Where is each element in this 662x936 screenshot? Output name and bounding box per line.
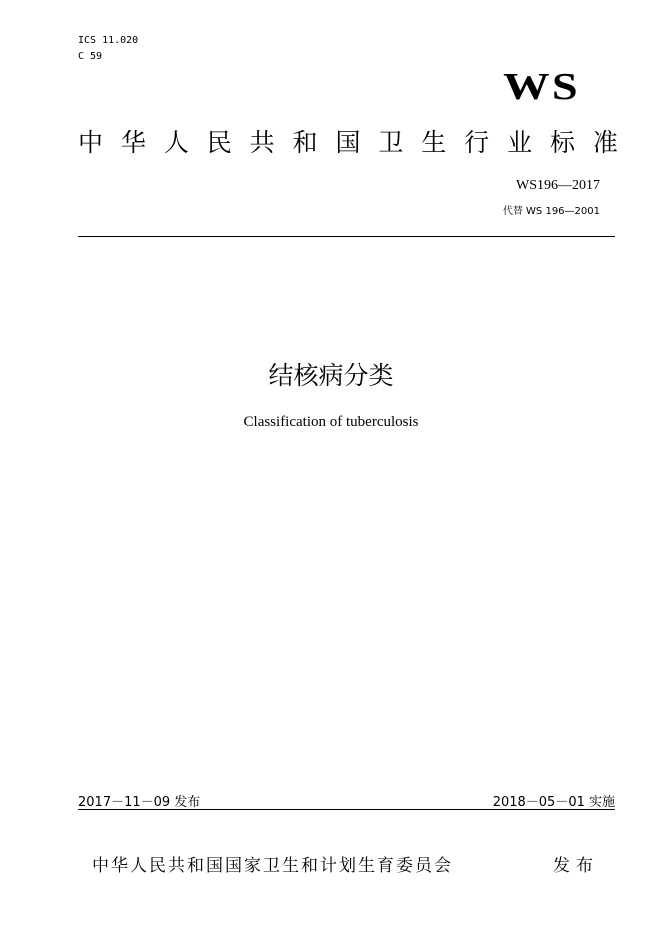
standard-title-char: 业 bbox=[507, 128, 533, 157]
standard-title-char: 准 bbox=[592, 128, 618, 157]
standard-title bbox=[78, 126, 618, 160]
document-title: 结核病分类 bbox=[268, 361, 394, 390]
standard-title-char: 标 bbox=[549, 128, 575, 157]
standard-title-char: 行 bbox=[464, 128, 490, 157]
ics-classification bbox=[78, 33, 138, 65]
implement-date: 2018－05－01 实施 bbox=[492, 795, 615, 810]
standard-title-char: 中 bbox=[78, 128, 104, 157]
document-title-english: Classification of tuberculosis bbox=[243, 414, 419, 430]
standard-title-char: 华 bbox=[120, 128, 146, 157]
standard-title-char: 共 bbox=[249, 128, 275, 157]
standard-title-char: 人 bbox=[163, 128, 189, 157]
footer-divider bbox=[78, 809, 615, 810]
ics-code: ICS 11.020 bbox=[78, 35, 139, 46]
issue-label: 发布 bbox=[553, 856, 599, 876]
standard-title-char: 卫 bbox=[378, 128, 404, 157]
ws-logo: WS bbox=[502, 66, 580, 108]
replaces-note: 代替 WS 196—2001 bbox=[502, 206, 600, 217]
standard-title-char: 国 bbox=[335, 128, 361, 157]
ccs-code: C 59 bbox=[78, 51, 103, 62]
standard-number: WS196—2017 bbox=[516, 178, 600, 193]
standard-title-char: 和 bbox=[292, 128, 318, 157]
standard-title-char: 生 bbox=[421, 128, 447, 157]
publish-date: 2017－11－09 发布 bbox=[78, 795, 201, 810]
header-divider bbox=[78, 236, 615, 237]
issuing-authority: 中华人民共和国国家卫生和计划生育委员会 bbox=[92, 856, 453, 876]
standard-title-char: 民 bbox=[206, 128, 232, 157]
